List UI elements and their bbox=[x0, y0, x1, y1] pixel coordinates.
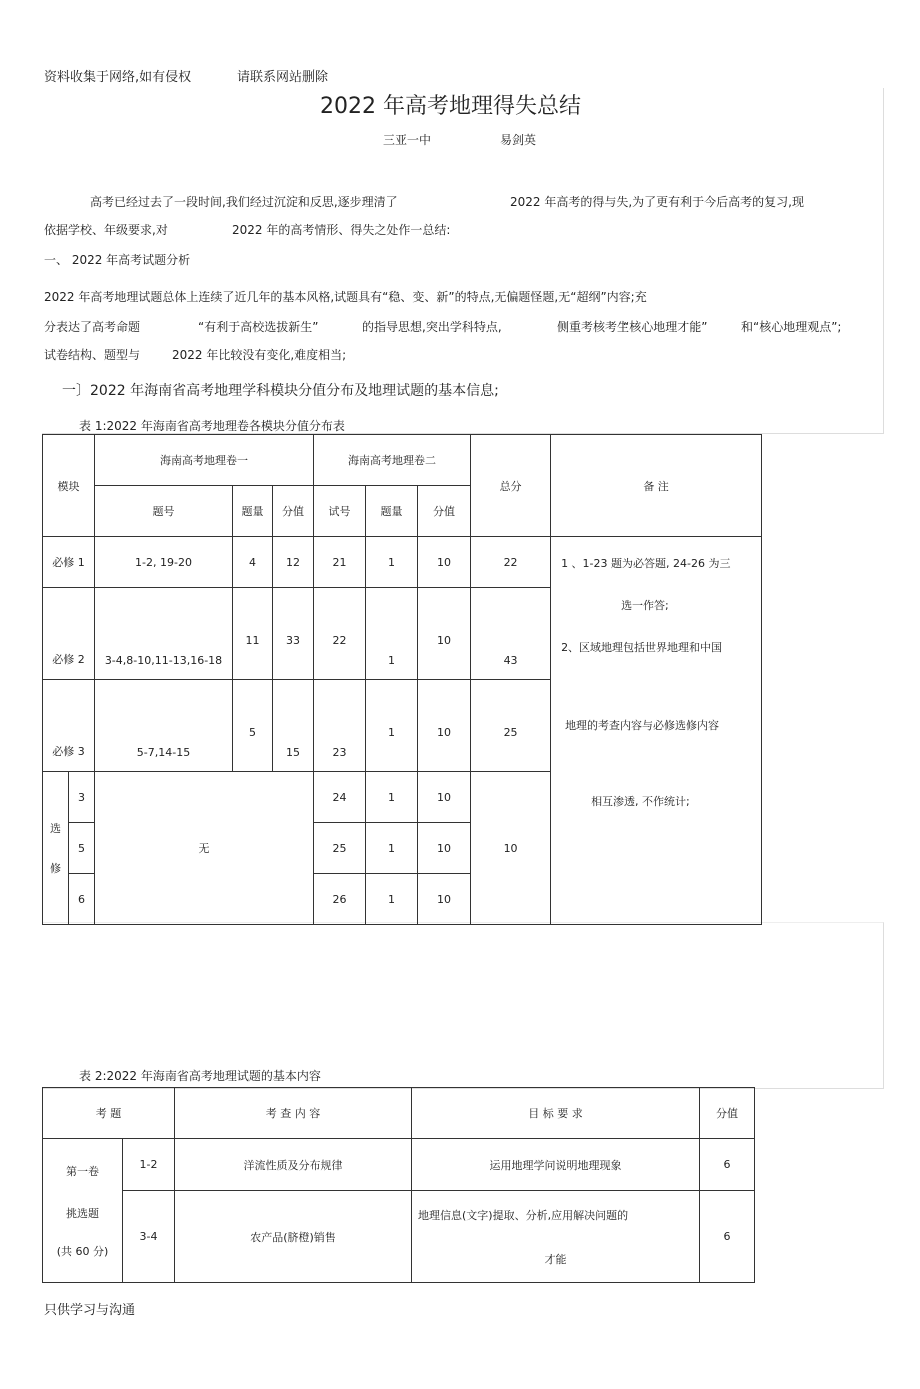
tiliang-cell: 4 bbox=[233, 537, 273, 588]
header-question: 考 题 bbox=[43, 1088, 175, 1139]
tiliang-cell: 5 bbox=[233, 680, 273, 772]
fen-cell: 12 bbox=[273, 537, 314, 588]
section1-heading: 一、 2022 年高考试题分析 bbox=[44, 253, 191, 267]
elective-num-cell: 3 bbox=[69, 772, 95, 823]
content-cell: 农产品(脐橙)销售 bbox=[175, 1191, 412, 1283]
header-tihao: 题号 bbox=[95, 486, 233, 537]
analysis-line2-d: 侧重考核考生 bbox=[557, 320, 630, 334]
tiliang2-cell: 1 bbox=[366, 537, 418, 588]
fen2-cell: 10 bbox=[418, 874, 471, 925]
analysis-line3-a: 试卷结构、题型与 bbox=[44, 348, 141, 362]
analysis-line2-b: “有利于高校选拔新生” bbox=[198, 320, 319, 334]
shihao-cell: 22 bbox=[314, 588, 366, 680]
score-cell: 6 bbox=[700, 1191, 755, 1283]
header-notes: 备 注 bbox=[551, 435, 762, 537]
target-line1: 地理信息(文字)提取、分析,应用解决问题的 bbox=[418, 1208, 629, 1222]
elective-num-cell: 5 bbox=[69, 823, 95, 874]
group-line3: (共 60 分) bbox=[56, 1244, 109, 1258]
analysis-line2-f: 和“核心地理观点”; bbox=[741, 320, 842, 334]
header-fenzhi1: 分值 bbox=[273, 486, 314, 537]
intro-line1-a: 高考已经过去了一段时间,我们经过沉淀和反思,逐步理清了 bbox=[90, 195, 398, 209]
target-line2: 才能 bbox=[544, 1252, 567, 1266]
fen2-cell: 10 bbox=[418, 588, 471, 680]
header-shihao: 试号 bbox=[314, 486, 366, 537]
author-name: 易剑英 bbox=[500, 133, 537, 147]
shihao-cell: 26 bbox=[314, 874, 366, 925]
header-total: 总分 bbox=[471, 435, 551, 537]
subsection-heading: 一〕2022 年海南省高考地理学科模块分值分布及地理试题的基本信息; bbox=[62, 383, 499, 399]
tiliang2-cell: 1 bbox=[366, 772, 418, 823]
score-cell: 6 bbox=[700, 1139, 755, 1191]
intro-line1-b: 2022 年高考的得与失,为了更有利于今后高考的复习,现 bbox=[510, 195, 804, 209]
fen2-cell: 10 bbox=[418, 772, 471, 823]
table-row bbox=[43, 537, 762, 588]
analysis-line2-c: 的指导思想,突出学科特点, bbox=[362, 320, 502, 334]
fen-cell: 15 bbox=[273, 680, 314, 772]
table1-caption: 表 1:2022 年海南省高考地理卷各模块分值分布表 bbox=[79, 419, 345, 433]
total-cell: 25 bbox=[471, 680, 551, 772]
author-school: 三亚一中 bbox=[383, 133, 432, 147]
header-note-left: 资料收集于网络,如有侵权 bbox=[44, 70, 192, 85]
content-cell: 洋流性质及分布规律 bbox=[175, 1139, 412, 1191]
header-target: 目 标 要 求 bbox=[412, 1088, 700, 1139]
notes-line2: 选一作答; bbox=[621, 599, 669, 612]
fen2-cell: 10 bbox=[418, 823, 471, 874]
total-cell: 22 bbox=[471, 537, 551, 588]
elective-none-cell: 无 bbox=[95, 772, 314, 925]
analysis-line1: 2022 年高考地理试题总体上连续了近几年的基本风格,试题具有“稳、变、新”的特点,无偏题怪题,无“超纲”内容;充 bbox=[44, 290, 647, 304]
analysis-line3-b: 2022 年比较没有变化,难度相当; bbox=[172, 348, 347, 362]
question-cell: 3-4 bbox=[123, 1191, 175, 1283]
page-title: 2022 年高考地理得失总结 bbox=[320, 94, 581, 119]
intro-line2-b: 2022 年的高考情形、得失之处作一总结: bbox=[232, 223, 451, 237]
question-cell: 1-2 bbox=[123, 1139, 175, 1191]
tiliang-cell: 11 bbox=[233, 588, 273, 680]
module-cell: 必修 1 bbox=[43, 537, 95, 588]
shihao-cell: 24 bbox=[314, 772, 366, 823]
table-row bbox=[43, 1139, 755, 1191]
notes-cell bbox=[551, 537, 762, 925]
header-paper2: 海南高考地理卷二 bbox=[314, 435, 471, 486]
table2-caption: 表 2:2022 年海南省高考地理试题的基本内容 bbox=[79, 1069, 321, 1083]
elective-num-cell: 6 bbox=[69, 874, 95, 925]
table-row bbox=[43, 1191, 755, 1283]
header-paper1: 海南高考地理卷一 bbox=[95, 435, 314, 486]
header-tiliang2: 题量 bbox=[366, 486, 418, 537]
notes-line4: 地理的考查内容与必修选修内容 bbox=[565, 719, 720, 732]
shihao-cell: 21 bbox=[314, 537, 366, 588]
header-content: 考 查 内 容 bbox=[175, 1088, 412, 1139]
tihao-cell: 1-2, 19-20 bbox=[95, 537, 233, 588]
footer-note: 只供学习与沟通 bbox=[44, 1303, 136, 1318]
intro-line2-a: 依据学校、年级要求,对 bbox=[44, 223, 168, 237]
target-cell bbox=[412, 1191, 700, 1283]
tiliang2-cell: 1 bbox=[366, 874, 418, 925]
module-score-table bbox=[42, 434, 762, 925]
elective-total-cell: 10 bbox=[471, 772, 551, 925]
tihao-cell: 5-7,14-15 bbox=[95, 680, 233, 772]
fen2-cell: 10 bbox=[418, 680, 471, 772]
shihao-cell: 25 bbox=[314, 823, 366, 874]
target-cell: 运用地理学问说明地理现象 bbox=[412, 1139, 700, 1191]
header-tiliang1: 题量 bbox=[233, 486, 273, 537]
group-cell bbox=[43, 1139, 123, 1283]
tihao-cell: 3-4,8-10,11-13,16-18 bbox=[95, 588, 233, 680]
group-line2: 挑选题 bbox=[66, 1206, 99, 1220]
elective-label-a: 选 bbox=[50, 822, 61, 835]
tiliang2-cell: 1 bbox=[366, 588, 418, 680]
elective-label bbox=[43, 772, 69, 925]
fen2-cell: 10 bbox=[418, 537, 471, 588]
shihao-cell: 23 bbox=[314, 680, 366, 772]
header-note-right: 请联系网站删除 bbox=[237, 70, 329, 85]
header-module: 模块 bbox=[43, 435, 95, 537]
notes-line3: 2、区域地理包括世界地理和中国 bbox=[561, 641, 723, 654]
page-frame-mid bbox=[42, 922, 884, 1089]
module-cell: 必修 2 bbox=[43, 588, 95, 680]
fen-cell: 33 bbox=[273, 588, 314, 680]
module-cell: 必修 3 bbox=[43, 680, 95, 772]
notes-line1: 1 、1-23 题为必答题, 24-26 为三 bbox=[561, 557, 731, 570]
exam-content-table bbox=[42, 1087, 755, 1283]
elective-label-b: 修 bbox=[50, 862, 61, 875]
analysis-line2-a: 分表达了高考命题 bbox=[44, 320, 141, 334]
total-cell: 43 bbox=[471, 588, 551, 680]
analysis-line2-e: “核心地理才能” bbox=[623, 320, 708, 334]
group-line1: 第一卷 bbox=[66, 1164, 99, 1178]
header-score: 分值 bbox=[700, 1088, 755, 1139]
header-fenzhi2: 分值 bbox=[418, 486, 471, 537]
notes-line5: 相互渗透, 不作统计; bbox=[591, 795, 690, 808]
tiliang2-cell: 1 bbox=[366, 680, 418, 772]
tiliang2-cell: 1 bbox=[366, 823, 418, 874]
